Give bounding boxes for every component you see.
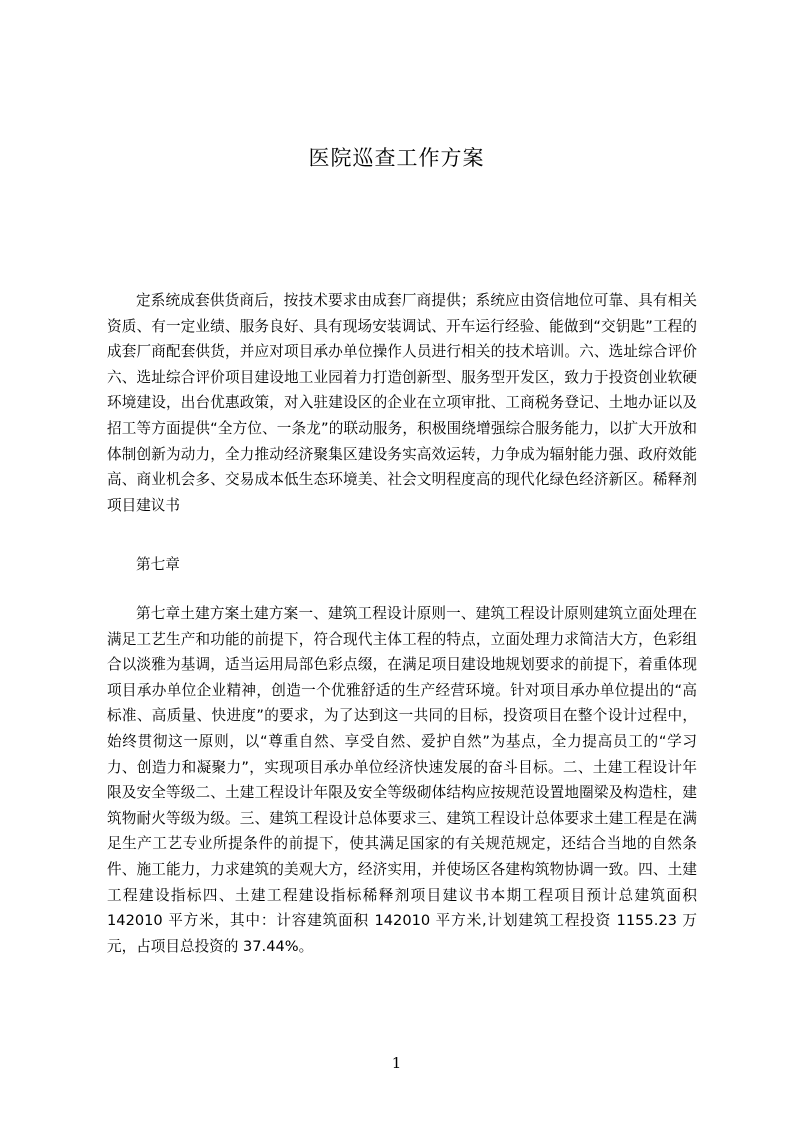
- document-title: 医院巡查工作方案: [308, 146, 485, 170]
- page-number: 1: [391, 1054, 402, 1072]
- chapter-heading: 第七章: [136, 556, 180, 573]
- body-paragraph: 定系统成套供货商后，按技术要求由成套厂商提供；系统应由资信地位可靠、具有相关资质、有一定业绩、服务良好、具有现场安装调试、开车运行经验、能做到“交钥匙”工程的成套厂商配套供货，并应对项目承办单位操作人员进行相关的技术培训。六、选址综合评价六、选址综合评价项目建设地工业园着力打造创新型、服务型开发区，致力于投资创业软硬环境建设，出台优惠政策，对入驻建设区的企业在立项审批、工商税务登记、土地办证以及招工等方面提供“全方位、一条龙”的联动服务，积极围绕增强综合服务能力，以扩大开放和体制创新为动力，全力推动经济聚集区建设务实高效运转，力争成为辐射能力强、政府效能高、商业机会多、交易成本低生态环境美、社会文明程度高的现代化绿色经济新区。稀释剂项目建议书: [107, 292, 697, 514]
- body-paragraph: 第七章土建方案土建方案一、建筑工程设计原则一、建筑工程设计原则建筑立面处理在满足工艺生产和功能的前提下，符合现代主体工程的特点，立面处理力求简洁大方，色彩组合以淡雅为基调，适当运用局部色彩点缀，在满足项目建设地规划要求的前提下，着重体现项目承办单位企业精神，创造一个优雅舒适的生产经营环境。针对项目承办单位提出的“高标准、高质量、快进度”的要求，为了达到这一共同的目标，投资项目在整个设计过程中，始终贯彻这一原则，以“尊重自然、享受自然、爱护自然”为基点，全力提高员工的“学习力、创造力和凝聚力”，实现项目承办单位经济快速发展的奋斗目标。二、土建工程设计年限及安全等级二、土建工程设计年限及安全等级砌体结构应按规范设置地圈梁及构造柱，建筑物耐火等级为级。三、建筑工程设计总体要求三、建筑工程设计总体要求土建工程是在满足生产工艺专业所提条件的前提下，使其满足国家的有关规范规定，还结合当地的自然条件、施工能力，力求建筑的美观大方，经济实用，并使场区各建构筑物协调一致。四、土建工程建设指标四、土建工程建设指标稀释剂项目建议书本期工程项目预计总建筑面积 142010 平方米，其中：计容建筑面积 142010 平方米,计划建筑工程投资 1155.23 万元，占项目总投资的 37.44%。: [107, 605, 697, 955]
